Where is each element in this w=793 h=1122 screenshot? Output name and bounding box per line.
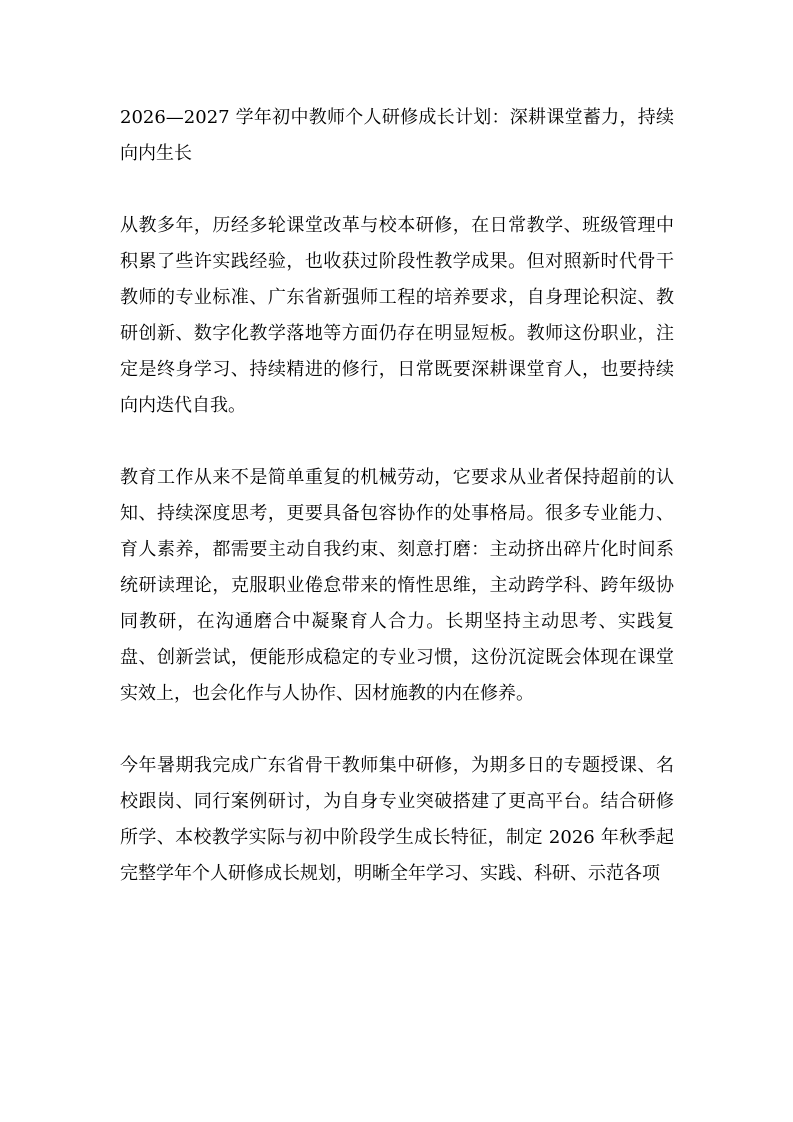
paragraph-2: 教育工作从来不是简单重复的机械劳动，它要求从业者保持超前的认知、持续深度思考，更要具备包容协作的处事格局。很多专业能力、育人素养，都需要主动自我约束、刻意打磨：主动挤出碎片化时间系统研读理论，克服职业倦怠带来的惰性思维，主动跨学科、跨年级协同教研，在沟通磨合中凝聚育人合力。长期坚持主动思考、实践复盘、创新尝试，便能形成稳定的专业习惯，这份沉淀既会体现在课堂实效上，也会化作与人协作、因材施教的内在修养。 [120, 467, 674, 704]
document-body [120, 100, 674, 892]
paragraph-1: 从教多年，历经多轮课堂改革与校本研修，在日常教学、班级管理中积累了些许实践经验，也收获过阶段性教学成果。但对照新时代骨干教师的专业标准、广东省新强师工程的培养要求，自身理论积淀、教研创新、数字化教学落地等方面仍存在明显短板。教师这份职业，注定是终身学习、持续精进的修行，日常既要深耕课堂育人，也要持续向内迭代自我。 [120, 215, 674, 416]
paragraph-3: 今年暑期我完成广东省骨干教师集中研修，为期多日的专题授课、名校跟岗、同行案例研讨，为自身专业突破搭建了更高平台。结合研修所学、本校教学实际与初中阶段学生成长特征，制定 2026 年秋季起完整学年个人研修成长规划，明晰全年学习、实践、科研、示范各项 [120, 755, 674, 884]
document-title: 2026—2027 学年初中教师个人研修成长计划：深耕课堂蓄力，持续向内生长 [120, 107, 674, 164]
